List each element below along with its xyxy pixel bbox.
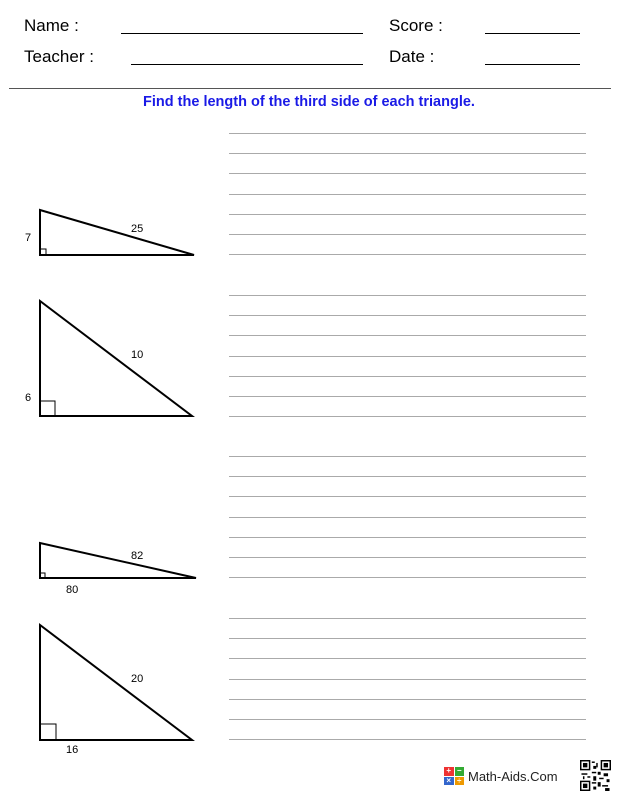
instructions: Find the length of the third side of each triangle. xyxy=(143,94,475,110)
answer-line[interactable] xyxy=(229,173,586,174)
answer-line[interactable] xyxy=(229,679,586,680)
answer-line[interactable] xyxy=(229,476,586,477)
answer-line[interactable] xyxy=(229,719,586,720)
score-label: Score : xyxy=(389,16,443,35)
triangle-3-side-bottom: 80 xyxy=(66,584,79,596)
footer-brand-text: Math-Aids.Com xyxy=(468,768,558,784)
answer-line[interactable] xyxy=(229,517,586,518)
answer-line[interactable] xyxy=(229,234,586,235)
triangle-2 xyxy=(25,301,192,416)
answer-lines-4[interactable] xyxy=(229,618,586,740)
answer-line[interactable] xyxy=(229,396,586,397)
math-aids-logo-icon: + − × ÷ xyxy=(444,767,464,785)
triangle-4-side-bottom: 16 xyxy=(66,744,79,756)
answer-line[interactable] xyxy=(229,295,586,296)
teacher-label: Teacher : xyxy=(24,47,94,66)
answer-line[interactable] xyxy=(229,658,586,659)
answer-line[interactable] xyxy=(229,416,586,417)
triangle-4 xyxy=(40,625,192,756)
triangle-1 xyxy=(25,210,194,255)
answer-line[interactable] xyxy=(229,133,586,134)
answer-line[interactable] xyxy=(229,638,586,639)
triangle-2-side-left: 6 xyxy=(25,392,32,404)
answer-lines-1[interactable] xyxy=(229,133,586,255)
answer-lines-3[interactable] xyxy=(229,456,586,578)
triangle-1-hypotenuse: 25 xyxy=(131,223,144,235)
triangle-4-hypotenuse: 20 xyxy=(131,673,144,685)
answer-line[interactable] xyxy=(229,214,586,215)
answer-line[interactable] xyxy=(229,496,586,497)
answer-lines-2[interactable] xyxy=(229,295,586,417)
qr-code-icon xyxy=(580,760,611,791)
triangle-3 xyxy=(40,543,196,596)
triangle-2-hypotenuse: 10 xyxy=(131,349,144,361)
name-label: Name : xyxy=(24,16,79,35)
answer-line[interactable] xyxy=(229,618,586,619)
answer-line[interactable] xyxy=(229,699,586,700)
answer-line[interactable] xyxy=(229,456,586,457)
answer-line[interactable] xyxy=(229,315,586,316)
answer-line[interactable] xyxy=(229,739,586,740)
date-label: Date : xyxy=(389,47,435,66)
answer-line[interactable] xyxy=(229,557,586,558)
answer-line[interactable] xyxy=(229,335,586,336)
answer-line[interactable] xyxy=(229,194,586,195)
footer-brand[interactable] xyxy=(444,766,558,786)
answer-line[interactable] xyxy=(229,153,586,154)
answer-line[interactable] xyxy=(229,537,586,538)
triangle-3-hypotenuse: 82 xyxy=(131,550,144,562)
answer-line[interactable] xyxy=(229,376,586,377)
triangle-1-side-left: 7 xyxy=(25,232,32,244)
answer-line[interactable] xyxy=(229,577,586,578)
answer-line[interactable] xyxy=(229,254,586,255)
answer-line[interactable] xyxy=(229,356,586,357)
